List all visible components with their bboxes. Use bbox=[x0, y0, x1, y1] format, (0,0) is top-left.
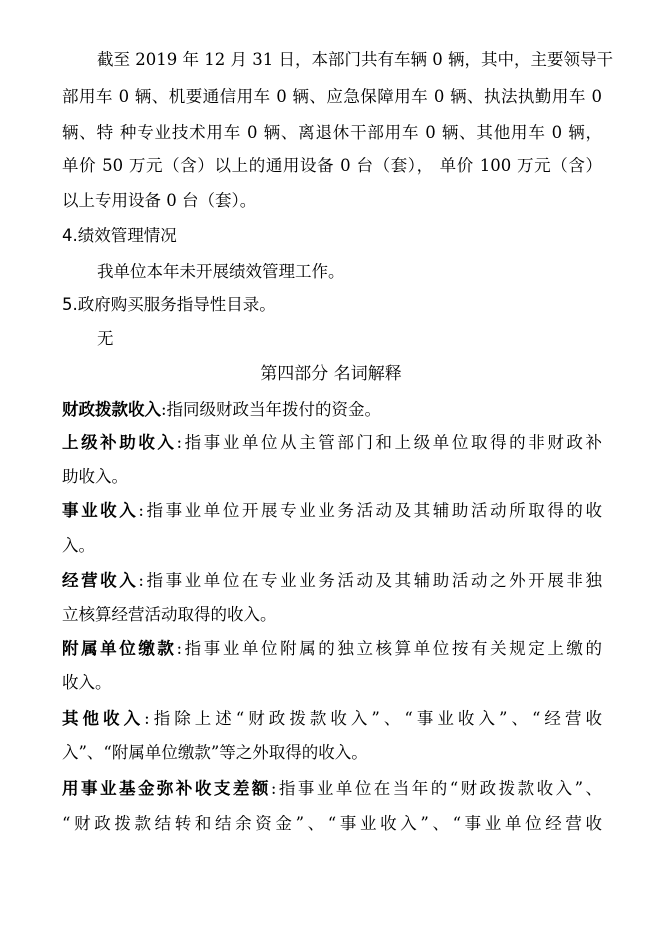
part-4-title: 第四部分 名词解释 bbox=[260, 364, 402, 384]
section-4-text: 我单位本年未开展绩效管理工作。 bbox=[97, 262, 345, 281]
term-fund-label: 用事业基金弥补收支差额 bbox=[62, 779, 271, 798]
vehicles-line-4: 单价 50 万元（含）以上的通用设备 0 台（套）， 单价 100 万元（含） bbox=[62, 156, 602, 175]
section-5-text: 无 bbox=[97, 329, 114, 348]
term-business-label: 事业收入 bbox=[62, 501, 139, 520]
term-affiliated-cont: 收入。 bbox=[62, 673, 112, 692]
vehicles-line-2: 部用车 0 辆、机要通信用车 0 辆、应急保障用车 0 辆、执法执勤用车 0 bbox=[62, 87, 602, 106]
term-fiscal-label: 财政拨款收入 bbox=[62, 400, 161, 419]
term-fiscal-def: :指同级财政当年拨付的资金。 bbox=[161, 400, 382, 419]
term-subsidy bbox=[62, 431, 602, 455]
term-fund-def: :指事业单位在当年的“财政拨款收入”、 bbox=[270, 779, 603, 798]
vehicles-line-1: 截至 2019 年 12 月 31 日，本部门共有车辆 0 辆，其中，主要领导干 bbox=[97, 50, 613, 69]
term-subsidy-label: 上级补助收入 bbox=[62, 433, 177, 452]
term-operating bbox=[62, 569, 602, 593]
vehicles-line-5: 以上专用设备 0 台（套）。 bbox=[62, 191, 257, 210]
term-operating-label: 经营收入 bbox=[62, 571, 139, 590]
term-business-cont: 入。 bbox=[62, 536, 95, 555]
term-affiliated bbox=[62, 637, 602, 661]
term-affiliated-def: :指事业单位附属的独立核算单位按有关规定上缴的 bbox=[176, 639, 603, 658]
section-4-heading: 4.绩效管理情况 bbox=[62, 226, 177, 245]
term-subsidy-cont: 助收入。 bbox=[62, 467, 128, 486]
term-fiscal bbox=[62, 398, 602, 422]
vehicles-line-3: 辆、特 种专业技术用车 0 辆、离退休干部用车 0 辆、其他用车 0 辆， bbox=[62, 123, 602, 142]
term-business bbox=[62, 499, 602, 523]
term-operating-cont: 立核算经营活动取得的收入。 bbox=[62, 605, 277, 624]
term-other-label: 其他收入 bbox=[62, 709, 145, 728]
section-5-heading: 5.政府购买服务指导性目录。 bbox=[62, 295, 276, 314]
term-affiliated-label: 附属单位缴款 bbox=[62, 639, 177, 658]
term-other bbox=[62, 707, 602, 731]
term-fund bbox=[62, 777, 602, 801]
term-operating-def: :指事业单位在专业业务活动及其辅助活动之外开展非独 bbox=[138, 571, 603, 590]
term-subsidy-def: :指事业单位从主管部门和上级单位取得的非财政补 bbox=[176, 433, 603, 452]
term-other-cont: 入”、“附属单位缴款”等之外取得的收入。 bbox=[62, 743, 368, 762]
term-fund-cont: “财政拨款结转和结余资金”、“事业收入”、“事业单位经营收 bbox=[62, 814, 602, 833]
term-business-def: :指事业单位开展专业业务活动及其辅助活动所取得的收 bbox=[138, 501, 603, 520]
term-other-def: :指除上述“财政拨款收入”、“事业收入”、“经营收 bbox=[144, 709, 602, 728]
